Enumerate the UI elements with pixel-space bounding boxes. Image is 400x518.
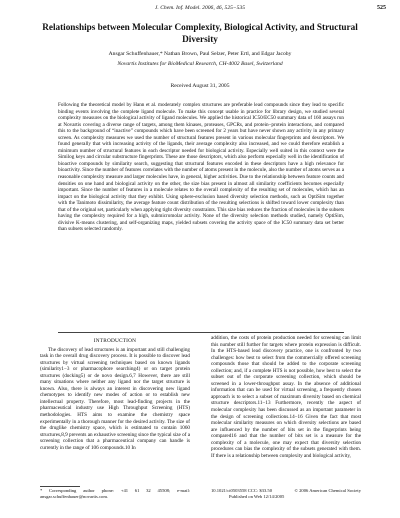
introduction-paragraph-left: The discovery of lead structures is an important and still challenging task in the overall drug discovery process. It is possible to discover lead structures by virtual screening techniques based on known ligands (similarity1−3 or pharmacophore searching4) or on target protein structures (docking5) or de novo design.6,7 However, there are still many situations where neither any ligand nor the target structure is known. Also, there is always an interest in discovering new ligand chemotypes to identify new modes of action or to establish new intellectual property. Therefore, most lead-finding projects in the pharmaceutical industry use High Throughput Screening (HTS) methodologies. HTS aims to examine the chemistry space experimentally in a thorough manner for the desired activity. The size of the druglike chemistry space, which is estimated to contain 1060 structures,8,9 prevents an exhaustive screening since the typical size of a screening collection that a pharmaceutical company can handle is currently in the range of 106 compounds.10 In: [40, 346, 190, 451]
article-title: Relationships between Molecular Complexity, Biological Activity, and Structural Diversity: [42, 22, 358, 44]
journal-header: [0, 4, 400, 16]
right-column: [211, 335, 361, 459]
section-heading-introduction: INTRODUCTION: [93, 338, 137, 344]
publication-info: [211, 488, 361, 500]
published-date: Published on Web 12/14/2005: [229, 493, 285, 499]
footnote-divider: [40, 486, 80, 487]
affiliation: Novartis Institutes for BioMedical Research, CH-4002 Basel, Switzerland: [117, 61, 283, 67]
abstract-divider: [58, 332, 344, 333]
introduction-paragraph-right: addition, the costs of protein production needed for screening can limit this number still further for targets where protein expression is difficult. In the HTS-based lead discovery practice, one is confronted by two challenges: how best to select from the commercially offered screening compounds those that should be added to the corporate screening collection; and, if a complete HTS is not possible, how best to select the subset out of the corporate screening collection, which should be screened in a lower-throughput assay. In the absence of additional information that can be used for virtual screening, a frequently chosen approach is to select a subset of maximum diversity based on chemical structure descriptors.11−13 Furthermore, recently the aspect of molecular complexity has been discussed as an important parameter in the design of screening collections.14−16 Given the fact that most molecular similarity measures on which diversity selections are based are influenced by the number of bits set in the fingerprints being compared16 and that the number of bits set is a measure for the complexity of a molecule, one may expect that diversity selection procedures can bias the complexity of the subsets generated with them. If there is a relationship between complexity and biological activity,: [211, 335, 361, 459]
author-list: Ansgar Schuffenhauer,* Nathan Brown, Paul Selzer, Peter Ertl, and Edgar Jacoby: [108, 51, 292, 57]
page-number: 525: [377, 5, 386, 11]
doi-code: 10.1021/ci0503558 CCC: $33.50: [211, 488, 272, 493]
journal-reference: J. Chem. Inf. Model. 2006, 46, 525−535: [154, 5, 246, 11]
copyright-notice: © 2006 American Chemical Society: [294, 488, 361, 493]
received-date: Received August 31, 2005: [170, 83, 230, 89]
abstract: Following the theoretical model by Hann et al. moderately complex structures are preferable lead compounds since they lead to specific binding events involving the complete ligand molecule. To make this concept usable in practice for library design, we studied several complexity measures on the biological activity of ligand molecules. We applied the historical IC50/EC50 summary data of 160 assays run at Novartis covering a diverse range of targets, among them kinases, proteases, GPCRs, and protein−protein interactions, and compared this to the background of “inactive” compounds which have been screened for 2 years but have never shown any activity in any primary screen. As complexity measures we used the number of structural features present in various molecular fingerprints and descriptors. We found generally that with increasing activity of the ligands, their average complexity also increased, and we could therefore establish a minimum number of structural features in each descriptor needed for biological activity. Especially well suited in this context were the Similog keys and circular substructure fingerprints. These are those descriptors, which also perform especially well in the identification of bioactive compounds by similarity search, suggesting that structural features encoded in these descriptors have a high relevance for bioactivity. Since the number of features correlates with the number of atoms present in the molecule, also the number of atoms serves as a reasonable complexity measure and larger molecules have, in general, higher activities. Due to the relationship between feature counts and densities on one hand and biological activity on the other, the size bias present in almost all similarity coefficients becomes especially important. Since the number of features in a molecule relates to the overall complexity of the resulting set of molecules, which has an impact on the biological activity that they exhibit. Using sphere-exclusion based diversity selection methods, such as OptiSim together with the Tanimoto dissimilarity, the average feature count distribution of the resulting selections is shifted toward lower complexity than that of the original set, particularly when applying tight diversity constraints. This size bias reduces the fraction of molecules in the subsets having the complexity required for a high, submicromolar activity. None of the diversity selection methods studied, namely OptiSim, divisive K-means clustering, and self-organizing maps, yielded subsets covering the activity space of the IC50 summary data set better than subsets selected randomly.: [58, 102, 344, 233]
left-column: [40, 338, 190, 451]
corresponding-author-footnote: * Corresponding author phone: +41 61 32 45508; e-mail: ansgar.schuffenhauer@novartis.com.: [40, 488, 190, 499]
